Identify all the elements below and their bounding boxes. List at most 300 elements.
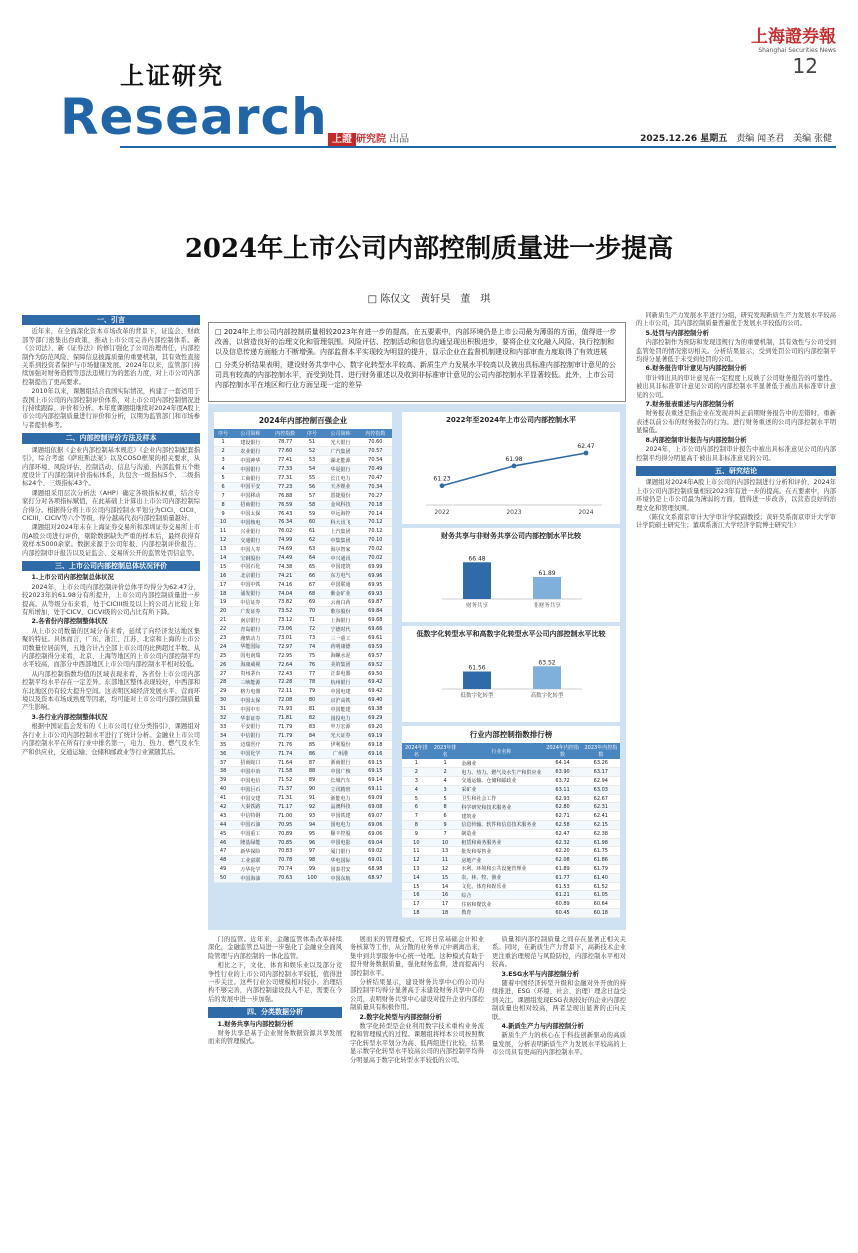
table-cell: 万华化学	[232, 865, 268, 874]
table-cell: 41	[214, 794, 232, 803]
table-cell: 光大银行	[322, 438, 358, 447]
table-cell: 立讯精密	[322, 785, 358, 794]
table-cell: 69.15	[359, 767, 392, 776]
table-cell: 71.17	[269, 803, 302, 812]
subheading: 4.新质生产力与内部控制分析	[501, 1023, 584, 1031]
table-cell: 93	[302, 811, 323, 820]
table-header: 2024年内控指数	[543, 743, 581, 759]
table-cell: 美的集团	[322, 660, 358, 669]
table-cell: 91	[302, 794, 323, 803]
section-heading: 五、研究结论	[636, 466, 836, 476]
paragraph: 数字化转型是企业利用数字技术重构业务流程和管理模式的过程。课题组将样本公司按照数字化转型水平划分为高、低两组进行比较，结果显示数字化转型水平较高公司的内部控制平均得分明显高于数字化转型水平较低的公司。	[350, 1023, 484, 1064]
table-cell: 61.77	[543, 873, 581, 882]
table-cell: 39	[214, 776, 232, 785]
table-cell: 63.90	[543, 768, 581, 777]
table-row	[214, 811, 392, 820]
paragraph: 相比之下，文化、体育和娱乐业以及部分竞争性行业的上市公司内部控制水平较低，值得进一步关注。这些行业公司规模相对较小、治理结构不够完善，内部控制建设投入不足，需要在今后的发展中进一步加强。	[208, 962, 342, 1003]
table-cell: 69.87	[359, 598, 392, 607]
table-row	[214, 669, 392, 678]
table-cell: 61.53	[543, 882, 581, 891]
subheading: 8.内部控制审计报告与内部控制分析	[645, 436, 747, 444]
table-cell: 81	[302, 705, 323, 714]
table-cell: 90	[302, 785, 323, 794]
table-row	[214, 749, 392, 758]
table-cell: 61.89	[543, 865, 581, 874]
table-cell: 金风科技	[322, 500, 358, 509]
table-cell: 34	[214, 731, 232, 740]
table-row	[214, 554, 392, 563]
table-cell: 32	[214, 714, 232, 723]
table-cell: 海螺水泥	[322, 651, 358, 660]
chart-trend	[402, 412, 620, 524]
table-cell: 69.66	[359, 625, 392, 634]
table-cell: 57	[302, 491, 323, 500]
table-cell: 14	[214, 554, 232, 563]
table-cell: 33	[214, 723, 232, 732]
table-cell: 61.52	[582, 882, 620, 891]
article-title: 2024年上市公司内部控制质量进一步提高	[184, 234, 674, 264]
table-cell: 62.31	[582, 803, 620, 812]
table-cell: 11	[214, 527, 232, 536]
table-cell: 70.12	[359, 518, 392, 527]
data-panel	[208, 404, 626, 930]
table-cell: 69.08	[359, 803, 392, 812]
publisher-brand: 上證	[328, 133, 356, 146]
table-cell: 62.08	[543, 856, 581, 865]
table-cell: 平安银行	[232, 723, 268, 732]
table-cell: 租赁和商务服务业	[459, 838, 543, 847]
table-cell: 69.40	[359, 696, 392, 705]
table-cell: 71.79	[269, 731, 302, 740]
table-row	[402, 785, 620, 794]
table-cell: 中国太保	[232, 509, 268, 518]
table-cell: 62.80	[543, 803, 581, 812]
table-cell: 招商银行	[232, 500, 268, 509]
table-cell: 潍柴动力	[232, 634, 268, 643]
table-cell: 58	[302, 500, 323, 509]
table-cell: 70.02	[359, 545, 392, 554]
table-cell: 中国石化	[232, 562, 268, 571]
table-cell: 浙商银行	[322, 758, 358, 767]
table-cell: 51	[302, 438, 323, 447]
table-cell: 中国平安	[232, 482, 268, 491]
table-cell: 71.37	[269, 785, 302, 794]
paragraph: 分析结果显示，建设财务共享中心的公司内部控制平均得分显著高于未建设财务共享中心的公司，表明财务共享中心建设对提升企业内部控制质量具有积极作用。	[350, 979, 484, 1012]
table-cell: 79	[302, 687, 323, 696]
publisher-sub: 研究院	[356, 134, 386, 145]
table-cell: 65	[302, 562, 323, 571]
table-cell: 70.12	[359, 527, 392, 536]
table-cell: 68.97	[359, 874, 392, 883]
table-cell: 74.21	[269, 571, 302, 580]
table-cell: 70.89	[269, 829, 302, 838]
table-cell: 76.88	[269, 491, 302, 500]
table-row	[402, 794, 620, 803]
table-row	[402, 812, 620, 821]
table-row	[214, 838, 392, 847]
subheading: 3.各行业内部控制整体状况	[31, 713, 108, 721]
newspaper-name: 上海證券報	[751, 27, 836, 47]
table-cell: 73.06	[269, 625, 302, 634]
table-cell: 69.06	[359, 829, 392, 838]
table-cell: 68.98	[359, 865, 392, 874]
table-cell: 36	[214, 749, 232, 758]
table-cell: 9	[214, 509, 232, 518]
table-cell: 60.45	[543, 909, 581, 918]
table-cell: 63.03	[582, 785, 620, 794]
table-cell: 迈瑞医疗	[232, 740, 268, 749]
table-row	[402, 777, 620, 786]
chart-digital-title: 低数字化转型水平和高数字化转型水平公司内部控制水平比较	[416, 630, 606, 638]
table-cell: 21	[214, 616, 232, 625]
table-row	[402, 891, 620, 900]
tick-label: 2023	[506, 509, 522, 516]
table-cell: 中国电信	[232, 776, 268, 785]
table-cell: 70.18	[359, 500, 392, 509]
table-cell: 72.28	[269, 678, 302, 687]
table-cell: 82	[302, 714, 323, 723]
table-cell: 新华保险	[232, 847, 268, 856]
table-row	[402, 838, 620, 847]
table-cell: 广州港	[322, 749, 358, 758]
table-row	[214, 651, 392, 660]
paragraph: 课题组对2024年末在上海证券交易所和深圳证券交易所上市的A股公司进行评价，剔除数据缺失严重的样本后，最终获得有效样本5000余家。数据来源于公司年报、内部控制评价报告、内部控制审计报告以及证监会、交易所公开的监管处罚信息等。	[22, 524, 200, 557]
table-row	[214, 482, 392, 491]
table-cell: 69.38	[359, 705, 392, 714]
table-cell: 69.09	[359, 794, 392, 803]
table-cell: 69.95	[359, 580, 392, 589]
table-cell: 62.15	[582, 821, 620, 830]
table-cell: 71.00	[269, 811, 302, 820]
table-cell: 62.38	[582, 829, 620, 838]
table-cell: 72.11	[269, 687, 302, 696]
table-cell: 61.40	[582, 873, 620, 882]
table-cell: 26	[214, 660, 232, 669]
table-cell: 69.16	[359, 749, 392, 758]
table-row	[214, 865, 392, 874]
newspaper-en: Shanghai Securities News	[758, 47, 836, 54]
table-cell: 北京银行	[232, 571, 268, 580]
tick-label: 2022	[434, 509, 450, 516]
table-cell: 70.60	[359, 438, 392, 447]
table-cell: 69.50	[359, 669, 392, 678]
table-cell: 69.06	[359, 820, 392, 829]
table-cell: 1	[431, 759, 460, 768]
table-cell: 98	[302, 856, 323, 865]
table-cell: 72.43	[269, 669, 302, 678]
table-cell: 中国电影	[322, 838, 358, 847]
table-row	[214, 874, 392, 883]
table-cell: 74	[302, 642, 323, 651]
table-cell: 中远海控	[322, 509, 358, 518]
table-cell: 9	[431, 821, 460, 830]
table-cell: 采矿业	[459, 785, 543, 794]
table-header: 序号	[214, 429, 232, 438]
byline: □ 陈仅文 黄轩昊 董 琪	[367, 294, 491, 305]
table-cell: 63.11	[543, 785, 581, 794]
table-cell: 13	[214, 545, 232, 554]
table-cell: 正泰电器	[322, 669, 358, 678]
paragraph: 财务报表重述是指企业在发现并纠正前期财务报告中的差错时，重新表述以前公布的财务报告的行为。进行财务重述的公司内部控制水平明显偏低。	[636, 410, 836, 435]
table-cell: 批发和零售业	[459, 847, 543, 856]
table-cell: 69.42	[359, 678, 392, 687]
table-cell: 71.79	[269, 723, 302, 732]
table-cell: 47	[214, 847, 232, 856]
table-cell: 54	[302, 465, 323, 474]
table-cell: 国投电力	[322, 714, 358, 723]
table-cell: 国电南瑞	[232, 651, 268, 660]
table-cell: 72	[302, 625, 323, 634]
table-header: 2024年排名	[402, 743, 431, 759]
table-cell: 70.47	[359, 474, 392, 483]
table-cell: 长江电力	[322, 474, 358, 483]
data-label: 63.52	[538, 659, 556, 667]
table-row	[402, 865, 620, 874]
table-row	[214, 500, 392, 509]
table-cell: 74.69	[269, 545, 302, 554]
paragraph: 2024年，上市公司内部控制审计报告中被出具标准意见公司的内部控制平均得分明显高于被出具非标准意见的公司。	[636, 446, 836, 462]
table-row	[214, 731, 392, 740]
table-cell: 69.11	[359, 785, 392, 794]
table-row	[214, 642, 392, 651]
table-row	[402, 847, 620, 856]
table-row	[214, 820, 392, 829]
table-cell: 中信特钢	[232, 811, 268, 820]
table-cell: 国泰君安	[322, 865, 358, 874]
table-cell: 74.49	[269, 554, 302, 563]
table-cell: 70.14	[359, 509, 392, 518]
table-cell: 71.52	[269, 776, 302, 785]
table-cell: 69.93	[359, 589, 392, 598]
subheading: 2.数字化转型与内部控制分析	[359, 1013, 442, 1021]
table-cell: 中国石油	[232, 820, 268, 829]
chart-digital	[402, 626, 620, 722]
masthead	[0, 0, 858, 150]
table-row	[214, 723, 392, 732]
table-cell: 农业银行	[232, 447, 268, 456]
subheading: 7.财务报表重述与内部控制分析	[645, 401, 735, 409]
paragraph: 展而来的管理模式，它将日常基础会计和业务核算等工作，从分散的业务单元中剥离出来，集中到共享服务中心统一处理。这种模式有助于提升财务数据质量，强化财务监督，进而提高内部控制水平。	[350, 936, 484, 977]
table-cell: 69.29	[359, 714, 392, 723]
table-cell: 22	[214, 625, 232, 634]
table-cell: 18	[402, 909, 431, 918]
table-cell: 72.95	[269, 651, 302, 660]
table-cell: 70.78	[269, 856, 302, 865]
table-cell: 中国银行	[232, 465, 268, 474]
table-cell: 61.98	[582, 838, 620, 847]
table-cell: 16	[431, 891, 460, 900]
publisher-label	[328, 130, 409, 145]
table-cell: 92	[302, 803, 323, 812]
table-cell: 15	[214, 562, 232, 571]
table-cell: 2	[214, 447, 232, 456]
newspaper-logo	[751, 22, 836, 54]
table-cell: 56	[302, 482, 323, 491]
table-cell: 69.99	[359, 562, 392, 571]
table-cell: 62.47	[543, 829, 581, 838]
table-cell: 74.16	[269, 580, 302, 589]
table-cell: 上海银行	[322, 616, 358, 625]
table-cell: 85	[302, 740, 323, 749]
table-header: 2023年排名	[431, 743, 460, 759]
table-cell: 71.81	[269, 714, 302, 723]
table-row	[402, 759, 620, 768]
table-cell: 3	[402, 777, 431, 786]
table-cell: 6	[402, 803, 431, 812]
table-row	[214, 687, 392, 696]
table-cell: 湖北能源	[322, 456, 358, 465]
table-cell: 74.99	[269, 536, 302, 545]
table-cell: 71	[302, 616, 323, 625]
table-cell: 72.08	[269, 696, 302, 705]
data-label: 61.89	[538, 569, 556, 577]
table-cell: 60	[302, 518, 323, 527]
table-cell: 中集集团	[322, 536, 358, 545]
table-header: 内控指数	[269, 429, 302, 438]
table-cell: 招商蛇口	[232, 758, 268, 767]
authors: 陈仅文 黄轩昊 董 琪	[380, 294, 491, 305]
table-cell: 64.14	[543, 759, 581, 768]
abstract-point-1: □ 2024年上市公司内部控制质量相较2023年有进一步的提高。在五要素中，内部环境仍是上市公司最为薄弱的方面，值得进一步改善，以营造良好的治理文化和管理氛围。风险评估、控制活动和信息沟通呈现出积极进步，要将企业文化融入风险、执行控制和以及信息传递方面能力不断增强。内部监督本平实现较为明显的提升，显示企业在监督机制建设和内部审查力度取得了有效进展	[215, 328, 617, 356]
data-point	[584, 451, 589, 456]
table-row	[214, 509, 392, 518]
table-cell: 46	[214, 838, 232, 847]
table-cell: 61.75	[582, 847, 620, 856]
table-cell: 3	[214, 456, 232, 465]
table-cell: 伊利股份	[322, 740, 358, 749]
table-cell: 60.89	[543, 900, 581, 909]
table-cell: 2	[431, 768, 460, 777]
table-cell: 37	[214, 758, 232, 767]
editor: 责编 闻圣君	[736, 134, 785, 144]
table-cell: 24	[214, 642, 232, 651]
table-cell: 25	[214, 651, 232, 660]
masthead-rule	[120, 146, 836, 148]
table-cell: 晶澳科技	[322, 803, 358, 812]
subheading: 1.财务共享与内部控制分析	[217, 1020, 294, 1028]
table-cell: 金融业	[459, 759, 543, 768]
table-cell: 中国海油	[232, 874, 268, 883]
table-cell: 中国铁建	[322, 811, 358, 820]
subheading: 2.各省份内部控制整体状况	[31, 618, 108, 626]
column-1	[22, 312, 200, 1242]
table-cell: 11	[402, 847, 431, 856]
table-cell: 69	[302, 598, 323, 607]
data-label: 61.98	[505, 455, 523, 463]
table-cell: 14	[431, 882, 460, 891]
table-cell: 浦发银行	[232, 589, 268, 598]
table-cell: 中国重工	[232, 829, 268, 838]
table-cell: 16	[402, 891, 431, 900]
table-cell: 交通银行	[232, 536, 268, 545]
section-heading: 二、内部控制评价方法及样本	[22, 433, 200, 443]
table-row	[214, 803, 392, 812]
table-cell: 工商银行	[232, 474, 268, 483]
table-cell: 96	[302, 838, 323, 847]
top100-title: 2024年内部控制百强企业	[258, 416, 348, 425]
table-cell: 99	[302, 865, 323, 874]
data-label: 61.56	[468, 664, 486, 672]
table-cell: 29	[214, 687, 232, 696]
table-cell: 42	[214, 803, 232, 812]
table-cell: 76.02	[269, 527, 302, 536]
table-cell: 交通运输、仓储和邮政业	[459, 777, 543, 786]
table-cell: 中国中冶	[232, 767, 268, 776]
table-cell: 76.59	[269, 500, 302, 509]
table-cell: 66	[302, 571, 323, 580]
paragraph: 课题组对2024年A股上市公司的内部控制进行分析和评价，2024年上市公司内部控制质量相较2023年有进一步的提高。在五要素中，内部环境仍是上市公司最为薄弱的方面，值得进一步改善，以营造良好的治理文化和管理氛围。	[636, 479, 836, 512]
table-cell: 94	[302, 820, 323, 829]
table-cell: 8	[431, 803, 460, 812]
tick-label: 高数字化转型	[530, 693, 564, 699]
table-cell: 97	[302, 847, 323, 856]
table-cell: 71.31	[269, 794, 302, 803]
table-cell: 兴业银行	[232, 527, 268, 536]
table-cell: 综合	[459, 891, 543, 900]
table-cell: 上汽集团	[322, 527, 358, 536]
table-cell: 70.74	[269, 865, 302, 874]
table-row	[214, 776, 392, 785]
table-row	[402, 900, 620, 909]
page-number: 12	[792, 54, 818, 78]
table-row	[214, 740, 392, 749]
table-cell: 10	[214, 518, 232, 527]
table-row	[214, 794, 392, 803]
table-cell: 69.96	[359, 571, 392, 580]
table-cell: 华电国际	[322, 856, 358, 865]
table-cell: 恩捷股份	[322, 491, 358, 500]
paragraph: 根据中国证监会发布的《上市公司行业分类指引》，课题组对各行业上市公司内部控制水平进行了统计分析。金融业上市公司内部控制水平在所有行业中排名第一，电力、热力、燃气及水生产和供应业，交通运输、仓储和邮政业等行业紧随其后。	[22, 723, 200, 756]
table-cell: 60.64	[582, 900, 620, 909]
table-cell: 55	[302, 474, 323, 483]
table-row	[214, 447, 392, 456]
section-heading: 三、上市公司内部控制总体状况评价	[22, 561, 200, 571]
table-cell: 中国中铁	[232, 580, 268, 589]
table-cell: 4	[214, 465, 232, 474]
data-point	[440, 483, 445, 488]
table-cell: 75	[302, 651, 323, 660]
table-cell: 建设银行	[232, 438, 268, 447]
bar	[533, 666, 561, 689]
data-label: 62.47	[577, 442, 595, 450]
table-cell: 69.14	[359, 776, 392, 785]
table-cell: 海尔智家	[322, 545, 358, 554]
dateline	[640, 131, 832, 144]
table-cell: 70.34	[359, 482, 392, 491]
table-cell: 76.43	[269, 509, 302, 518]
table-cell: 77.31	[269, 474, 302, 483]
table-cell: 4	[431, 777, 460, 786]
table-cell: 89	[302, 776, 323, 785]
table-cell: 73.12	[269, 616, 302, 625]
column-4	[492, 936, 626, 1242]
data-label: 61.23	[433, 475, 451, 483]
table-cell: 宝钢股份	[232, 554, 268, 563]
table-cell: 17	[402, 900, 431, 909]
table-cell: 72.97	[269, 642, 302, 651]
tick-label: 非财务共享	[533, 603, 561, 609]
table-cell: 69.01	[359, 856, 392, 865]
table-cell: 贵州茅台	[232, 669, 268, 678]
table-cell: 厦门银行	[322, 847, 358, 856]
table-cell: 35	[214, 740, 232, 749]
table-cell: 中国神华	[232, 456, 268, 465]
table-cell: 69.61	[359, 634, 392, 643]
table-cell: 77.23	[269, 482, 302, 491]
table-cell: 三一重工	[322, 634, 358, 643]
table-cell: 中国东航	[322, 874, 358, 883]
table-cell: 43	[214, 811, 232, 820]
